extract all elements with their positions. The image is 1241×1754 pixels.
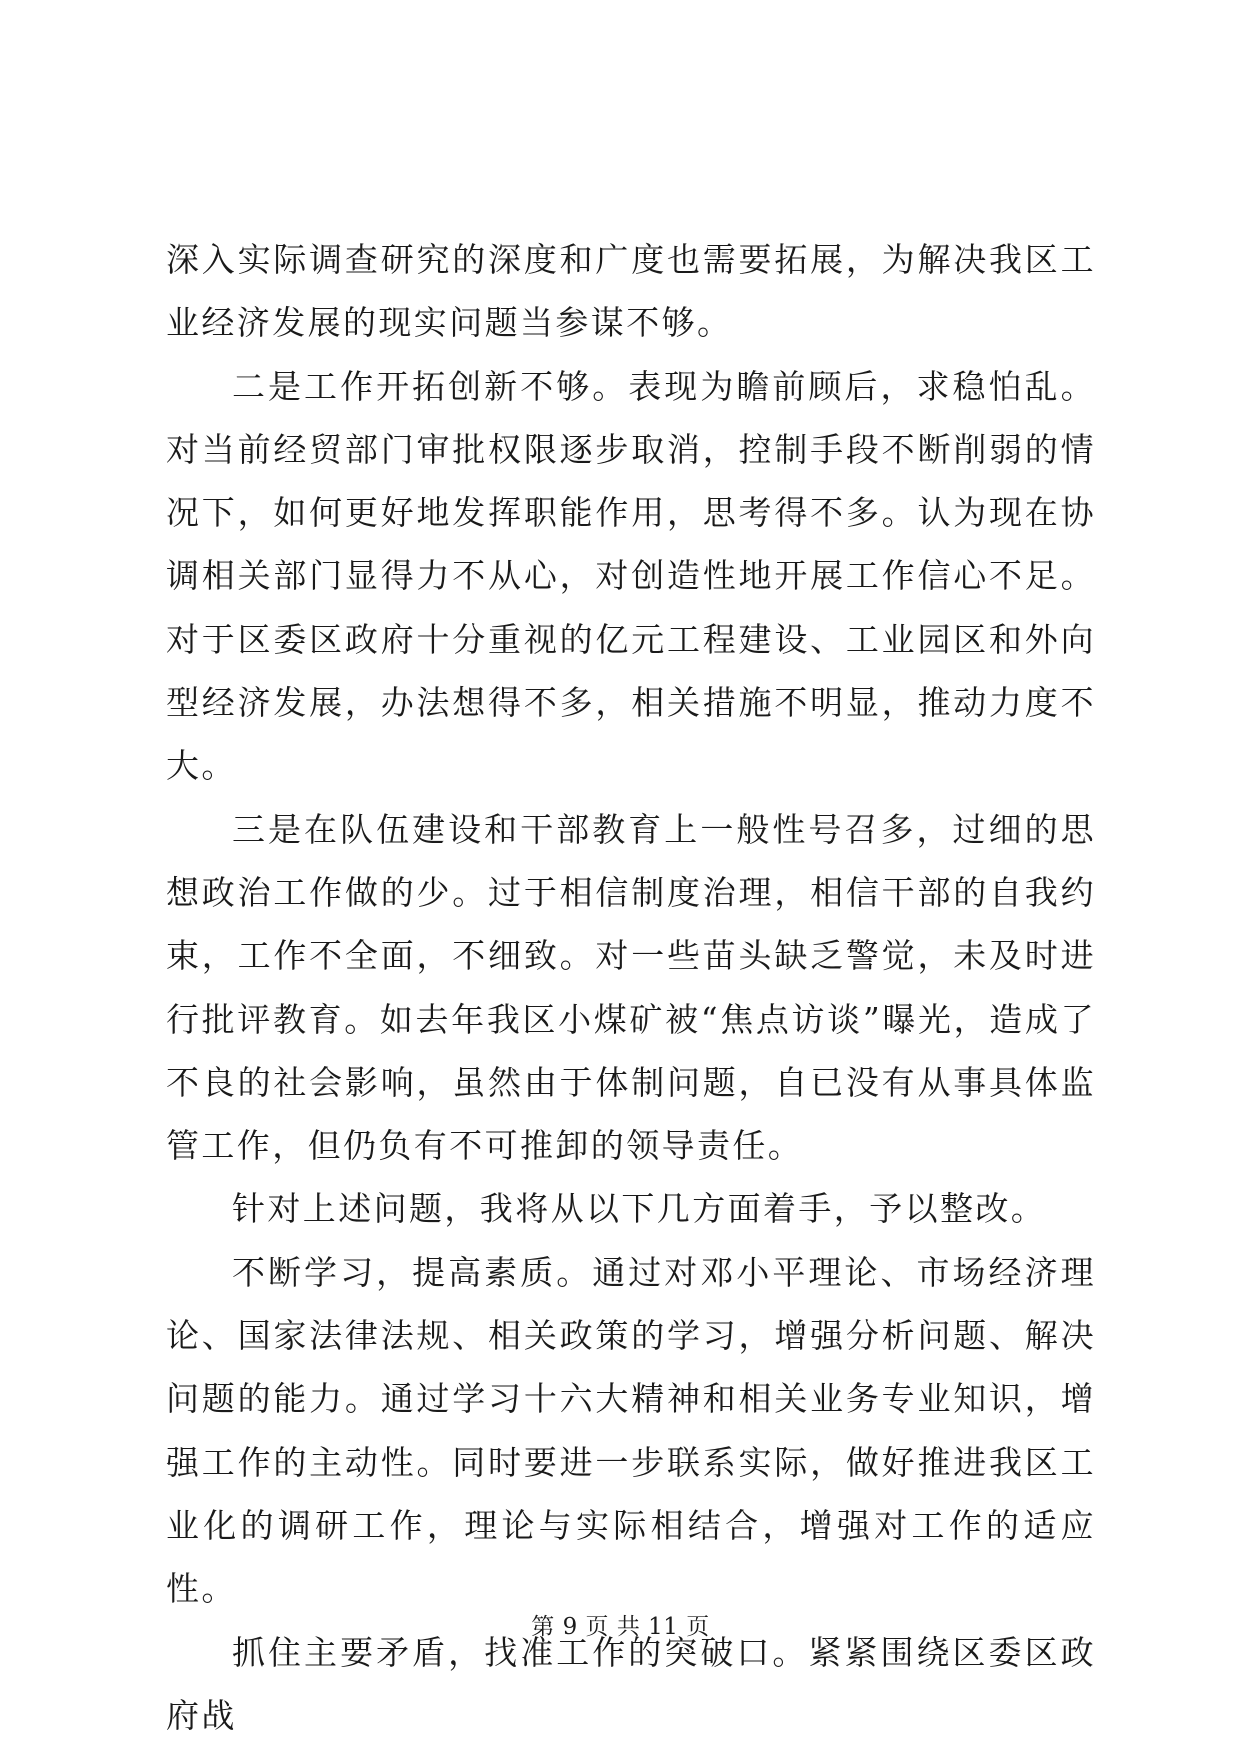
paragraph-1: 深入实际调查研究的深度和广度也需要拓展，为解决我区工业经济发展的现实问题当参谋不够。	[166, 240, 1096, 343]
paragraph-5: 不断学习，提高素质。通过对邓小平理论、市场经济理论、国家法律法规、相关政策的学习，增强分析问题、解决问题的能力。通过学习十六大精神和相关业务专业知识，增强工作的主动性。同时要进一步联系实际，做好推进我区工业化的调研工作，理论与实际相结合，增强对工作的适应性。	[166, 1252, 1096, 1609]
document-body	[166, 228, 1096, 1747]
paragraph-2: 二是工作开拓创新不够。表现为瞻前顾后，求稳怕乱。对当前经贸部门审批权限逐步取消，控制手段不断削弱的情况下，如何更好地发挥职能作用，思考得不多。认为现在协调相关部门显得力不从心，对创造性地开展工作信心不足。对于区委区政府十分重视的亿元工程建设、工业园区和外向型经济发展，办法想得不多，相关措施不明显，推动力度不大。	[166, 366, 1096, 786]
page-number-footer: 第 9 页 共 11 页	[531, 1614, 710, 1640]
paragraph-3: 三是在队伍建设和干部教育上一般性号召多，过细的思想政治工作做的少。过于相信制度治理，相信干部的自我约束，工作不全面，不细致。对一些苗头缺乏警觉，未及时进行批评教育。如去年我区小煤矿被“焦点访谈”曝光，造成了不良的社会影响，虽然由于体制问题，自已没有从事具体监管工作，但仍负有不可推卸的领导责任。	[166, 809, 1096, 1166]
paragraph-4: 针对上述问题，我将从以下几方面着手，予以整改。	[232, 1189, 1047, 1229]
paragraph-6: 抓住主要矛盾，找准工作的突破口。紧紧围绕区委区政府战	[166, 1632, 1096, 1735]
